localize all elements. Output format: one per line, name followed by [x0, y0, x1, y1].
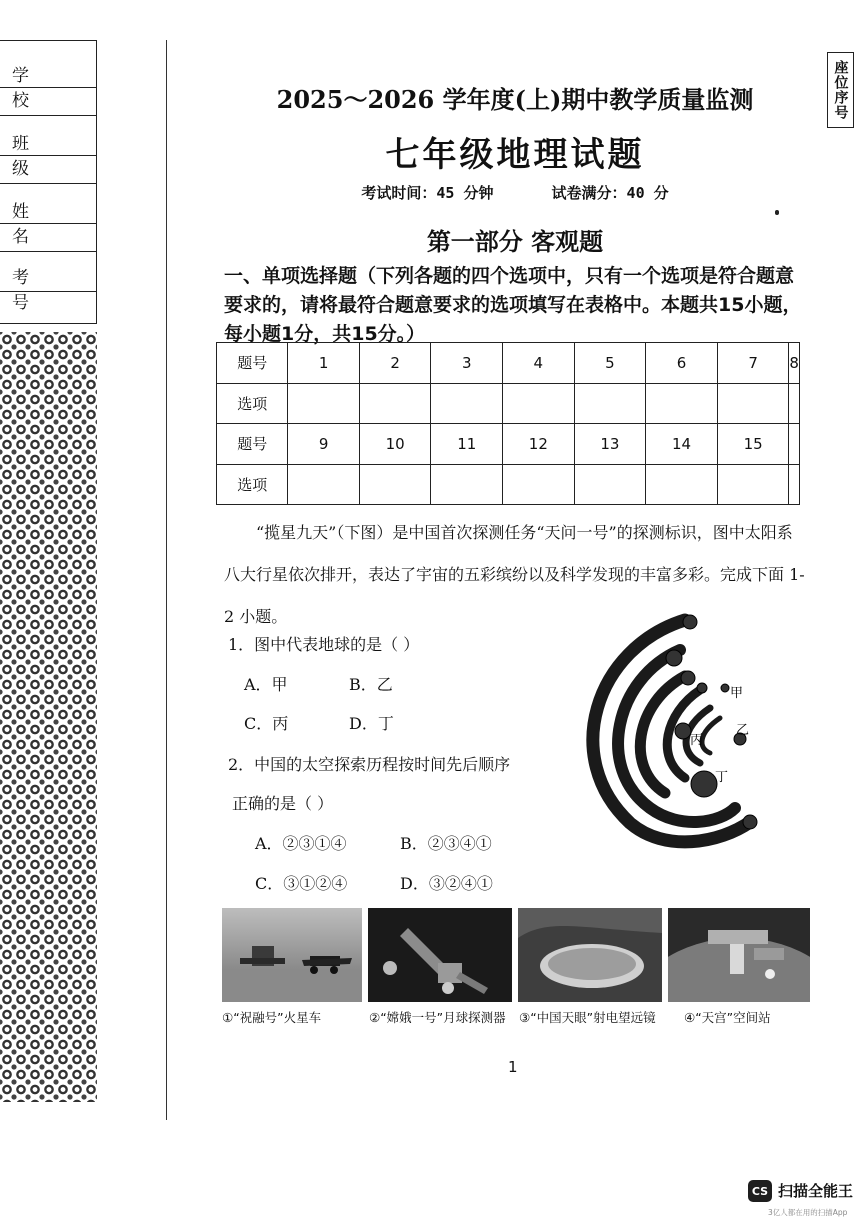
divider	[0, 223, 97, 224]
question-number: 13	[574, 424, 646, 465]
caption-1: ①“祝融号”火星车	[222, 1010, 322, 1025]
label-ding: 丁	[715, 770, 729, 785]
label-bing: 丙	[690, 733, 704, 748]
answer-cell[interactable]	[717, 383, 789, 424]
question-number: 3	[431, 343, 503, 384]
divider	[0, 155, 97, 156]
seat-number-box: 座位序号	[827, 52, 854, 128]
question-number: 4	[503, 343, 575, 384]
question-number: 10	[359, 424, 431, 465]
binding-line	[166, 40, 167, 1120]
photo-zhurong-rover	[222, 908, 362, 1002]
table-header-cell: 选项	[217, 383, 288, 424]
photo-change1-probe	[368, 908, 512, 1002]
table-header-cell: 题号	[217, 424, 288, 465]
page-number: 1	[508, 1058, 518, 1076]
exam-number-label: 考号	[12, 268, 59, 313]
paper-title: 七年级地理试题	[385, 135, 645, 175]
caption-4: ④“天宫”空间站	[684, 1010, 771, 1025]
photo-tiangong-station	[668, 908, 810, 1002]
answer-cell[interactable]	[789, 383, 800, 424]
question-number: 12	[503, 424, 575, 465]
question-number: 15	[717, 424, 789, 465]
question-2-stem: 2．中国的太空探索历程按时间先后顺序	[228, 755, 511, 774]
q1-option-a: A．甲	[244, 675, 288, 694]
exam-title: 2025～2026 学年度(上)期中教学质量监测	[276, 85, 754, 114]
question-number: 2	[359, 343, 431, 384]
class-label: 班级	[12, 134, 59, 179]
full-score: 试卷满分：40 分	[551, 184, 669, 202]
label-yi: 乙	[736, 723, 750, 738]
table-row	[217, 383, 800, 424]
planets-logo-figure	[570, 608, 795, 853]
question-number: 11	[431, 424, 503, 465]
answer-cell[interactable]	[646, 383, 718, 424]
camscanner-tagline: 3亿人都在用的扫描App	[768, 1208, 848, 1217]
question-number: 14	[646, 424, 718, 465]
answer-cell[interactable]	[288, 464, 359, 505]
answer-table	[216, 342, 800, 505]
planets-arcs-svg	[570, 608, 795, 853]
question-2-stem-cont: 正确的是（ ）	[232, 794, 334, 813]
q2-option-a: A．②③①④	[255, 834, 347, 853]
q2-option-b: B．②③④①	[400, 834, 492, 853]
camscanner-name: 扫描全能王	[778, 1182, 854, 1200]
exam-info	[170, 182, 860, 203]
question-number: 6	[646, 343, 718, 384]
student-info-box	[0, 40, 97, 324]
question-1-stem: 1．图中代表地球的是（ ）	[228, 635, 420, 654]
question-number: 7	[717, 343, 789, 384]
question-number: 8	[789, 343, 800, 384]
table-header-cell: 题号	[217, 343, 288, 384]
table-row	[217, 424, 800, 465]
school-label: 学校	[12, 66, 59, 111]
divider	[0, 291, 97, 292]
question-number: 9	[288, 424, 359, 465]
exam-time: 考试时间：45 分钟	[361, 184, 494, 202]
divider	[0, 183, 97, 184]
divider	[0, 251, 97, 252]
question-number: 5	[574, 343, 646, 384]
answer-cell[interactable]	[431, 383, 503, 424]
label-jia: 甲	[730, 686, 744, 701]
answer-cell[interactable]	[646, 464, 718, 505]
question-number	[789, 424, 800, 465]
question-number: 1	[288, 343, 359, 384]
answer-cell[interactable]	[431, 464, 503, 505]
divider	[0, 115, 97, 116]
answer-cell[interactable]	[717, 464, 789, 505]
reading-passage: “揽星九天”（下图）是中国首次探测任务“天问一号”的探测标识，图中太阳系八大行星依次排开，表达了宇宙的五彩缤纷以及科学发现的丰富多彩。完成下面 1-2 小题。	[224, 523, 805, 626]
table-row	[217, 464, 800, 505]
answer-cell[interactable]	[359, 464, 431, 505]
q1-option-c: C．丙	[244, 714, 289, 733]
binding-pattern	[0, 332, 97, 1102]
name-label: 姓名	[12, 202, 59, 247]
q2-option-c: C．③①②④	[255, 874, 348, 893]
answer-cell[interactable]	[574, 464, 646, 505]
camscanner-logo-icon: CS	[748, 1180, 772, 1202]
part-title: 第一部分 客观题	[426, 227, 604, 256]
table-header-cell: 选项	[217, 464, 288, 505]
answer-cell[interactable]	[359, 383, 431, 424]
answer-cell[interactable]	[503, 383, 575, 424]
photo-fast-telescope	[518, 908, 662, 1002]
caption-3: ③“中国天眼”射电望远镜	[519, 1010, 656, 1025]
answer-cell[interactable]	[503, 464, 575, 505]
q1-option-b: B．乙	[349, 675, 393, 694]
answer-cell[interactable]	[574, 383, 646, 424]
answer-cell[interactable]	[288, 383, 359, 424]
scan-speck	[775, 210, 779, 215]
table-row	[217, 343, 800, 384]
section-instructions: 一、单项选择题（下列各题的四个选项中，只有一个选项是符合题意要求的，请将最符合题意要求的选项填写在表格中。本题共15小题，每小题1分，共15分。）	[224, 265, 802, 345]
q2-option-d: D．③②④①	[400, 874, 493, 893]
divider	[0, 87, 97, 88]
answer-cell[interactable]	[789, 464, 800, 505]
q1-option-d: D．丁	[349, 714, 394, 733]
caption-2: ②“嫦娥一号”月球探测器	[369, 1010, 506, 1025]
